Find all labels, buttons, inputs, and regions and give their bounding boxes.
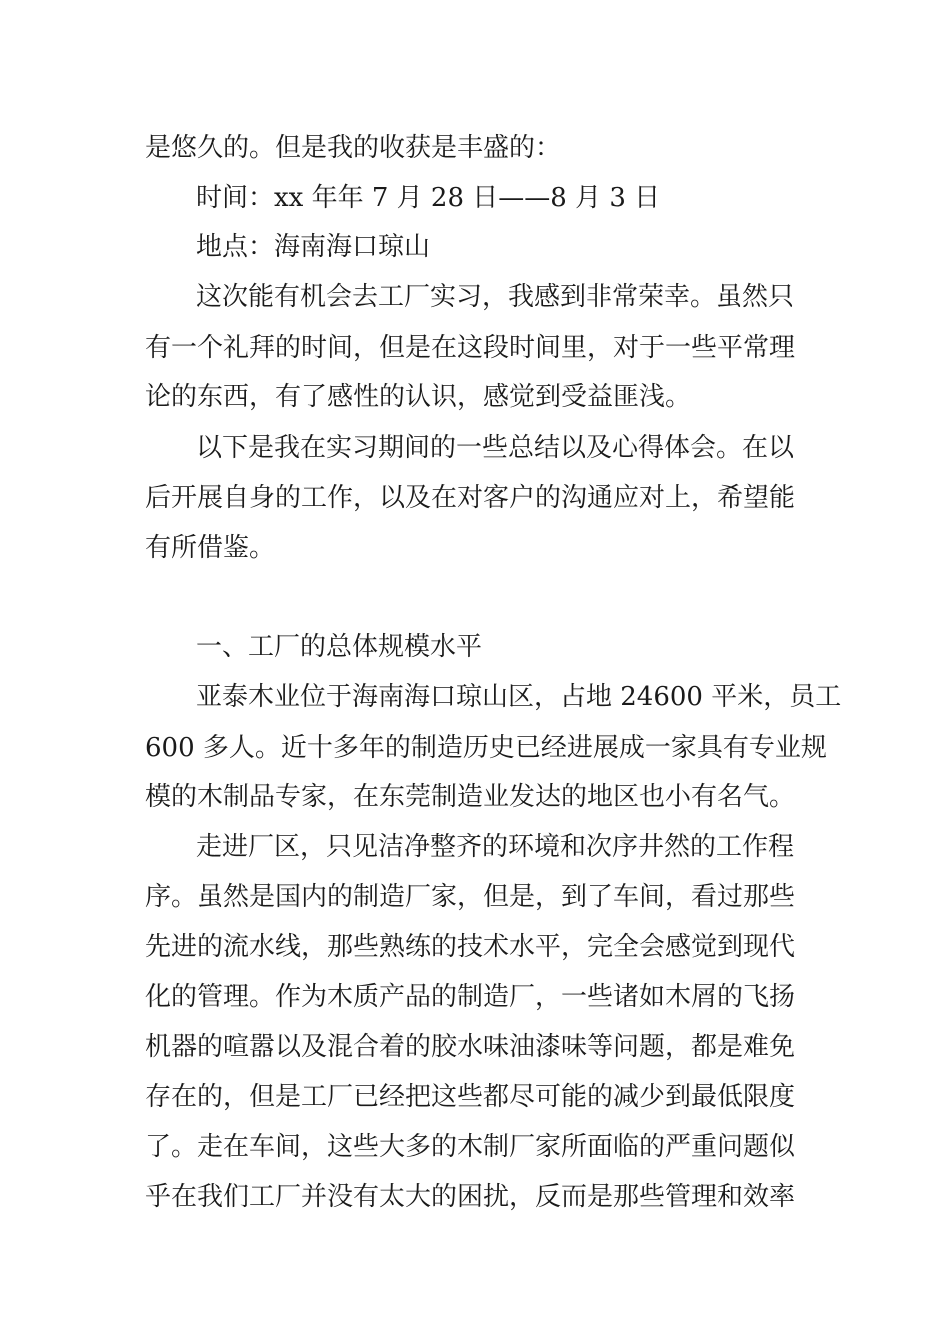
paragraph-line: 存在的，但是工厂已经把这些都尽可能的减少到最低限度: [145, 1082, 796, 1112]
paragraph-line: 机器的喧嚣以及混合着的胶水味油漆味等问题，都是难免: [145, 1032, 796, 1062]
section-heading: 一、工厂的总体规模水平: [196, 632, 483, 662]
paragraph-line: 亚泰木业位于海南海口琼山区，占地 24600 平米，员工: [196, 682, 842, 712]
paragraph-line: 走进厂区，只见洁净整齐的环境和次序井然的工作程: [196, 832, 795, 862]
paragraph-line: 序。虽然是国内的制造厂家，但是，到了车间，看过那些: [145, 882, 796, 912]
paragraph-line: 模的木制品专家，在东莞制造业发达的地区也小有名气。: [145, 782, 796, 812]
text-line-location: 地点：海南海口琼山: [196, 232, 431, 262]
paragraph-line: 了。走在车间，这些大多的木制厂家所面临的严重问题似: [145, 1132, 796, 1162]
paragraph-line: 有所借鉴。: [145, 533, 276, 563]
paragraph-line: 这次能有机会去工厂实习，我感到非常荣幸。虽然只: [196, 282, 795, 312]
paragraph-line: 乎在我们工厂并没有太大的困扰，反而是那些管理和效率: [145, 1182, 796, 1212]
paragraph-line: 论的东西，有了感性的认识，感觉到受益匪浅。: [145, 382, 692, 412]
text-line-date: 时间：xx 年年 7 月 28 日——8 月 3 日: [196, 183, 661, 213]
paragraph-line: 后开展自身的工作，以及在对客户的沟通应对上，希望能: [145, 483, 796, 513]
paragraph-line: 以下是我在实习期间的一些总结以及心得体会。在以: [196, 433, 795, 463]
text-line: 是悠久的。但是我的收获是丰盛的：: [145, 133, 562, 163]
paragraph-line: 化的管理。作为木质产品的制造厂，一些诸如木屑的飞扬: [145, 982, 796, 1012]
paragraph-line: 600 多人。近十多年的制造历史已经进展成一家具有专业规: [145, 733, 827, 763]
paragraph-line: 有一个礼拜的时间，但是在这段时间里，对于一些平常理: [145, 333, 796, 363]
paragraph-line: 先进的流水线，那些熟练的技术水平，完全会感觉到现代: [145, 932, 796, 962]
